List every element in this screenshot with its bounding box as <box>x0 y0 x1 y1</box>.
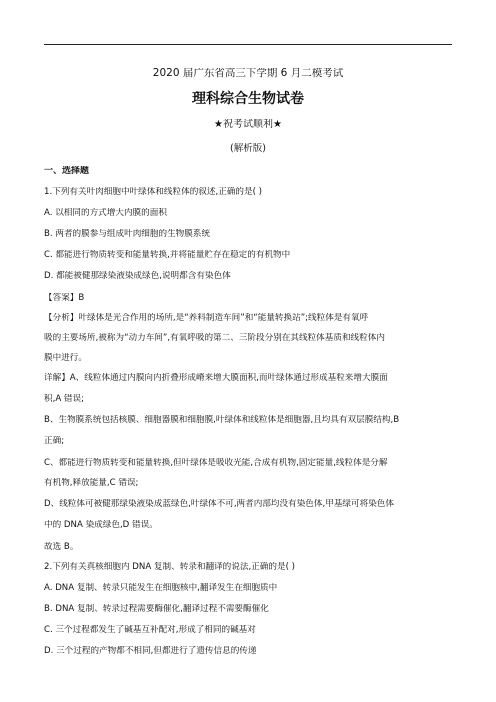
q2-option-c: C. 三个过程都发生了碱基互补配对,形成了相同的碱基对 <box>44 625 256 635</box>
q2-option-a: A. DNA 复制、转录只能发生在细胞核中,翻译发生在细胞质中 <box>44 583 278 593</box>
version-label: (解析版) <box>230 143 266 154</box>
q1-option-c: C. 都能进行物质转变和能量转换,并将能量贮存在稳定的有机物中 <box>44 250 291 260</box>
q1-explain-line: B、生物膜系统包括核膜、细胞器膜和细胞膜,叶绿体和线粒体是细胞器,且均具有双层膜结构,B <box>44 415 400 425</box>
q1-explain-line: 有机物,释放能量,C 错误; <box>44 478 139 488</box>
section-heading: 一、选择题 <box>44 166 90 176</box>
q1-explain-line: 详解】A、线粒体通过内膜向内折叠形成嵴来增大膜面积,而叶绿体通过形成基粒来增大膜面 <box>44 373 388 383</box>
q1-stem: 1.下列有关叶肉细胞中叶绿体和线粒体的叙述,正确的是( ) <box>44 187 263 197</box>
q1-analysis-line: 吸的主要场所,被称为“动力车间”,有氧呼吸的第二、三阶段分别在其线粒体基质和线粒体内 <box>44 333 385 343</box>
top-rule <box>44 44 452 45</box>
subject-title: 理科综合生物试卷 <box>192 91 304 107</box>
q1-explain-line: 积,A 错误; <box>44 394 85 404</box>
q1-option-b: B. 两者的膜参与组成叶肉细胞的生物膜系统 <box>44 229 211 239</box>
q1-analysis-line: 膜中进行。 <box>44 353 87 363</box>
q1-answer: 【答案】B <box>44 293 85 303</box>
q1-explain-line: 中的 DNA 染成绿色,D 错误。 <box>44 520 158 530</box>
q1-analysis-line: 【分析】叶绿体是光合作用的场所,是“养料制造车间”和“能量转换站”;线粒体是有氧呼 <box>44 313 369 323</box>
q1-explain-line: 正确; <box>44 436 65 446</box>
q2-option-d: D. 三个过程的产物都不相同,但都进行了遗传信息的传递 <box>44 646 257 656</box>
q1-explain-line: D、线粒体可被健那绿染液染成蓝绿色,叶绿体不可,两者内部均没有染色体,甲基绿可将染色体 <box>44 499 394 509</box>
q1-option-d: D. 都能被健那绿染液染成绿色,说明都含有染色体 <box>44 271 231 281</box>
wish-line: ★祝考试顺利★ <box>214 119 282 130</box>
q1-conclusion: 故选 B。 <box>44 542 79 552</box>
q1-option-a: A. 以相同的方式增大内膜的面积 <box>44 208 167 218</box>
exam-title: 2020 届广东省高三下学期 6 月二模考试 <box>152 68 344 79</box>
q2-option-b: B. DNA 复制、转录过程需要酶催化,翻译过程不需要酶催化 <box>44 604 269 614</box>
q2-stem: 2.下列有关真核细胞内 DNA 复制、转录和翻译的说法,正确的是( ) <box>44 562 296 572</box>
q1-explain-line: C、都能进行物质转变和能量转换,但叶绿体是吸收光能,合成有机物,固定能量,线粒体是分解 <box>44 458 388 468</box>
